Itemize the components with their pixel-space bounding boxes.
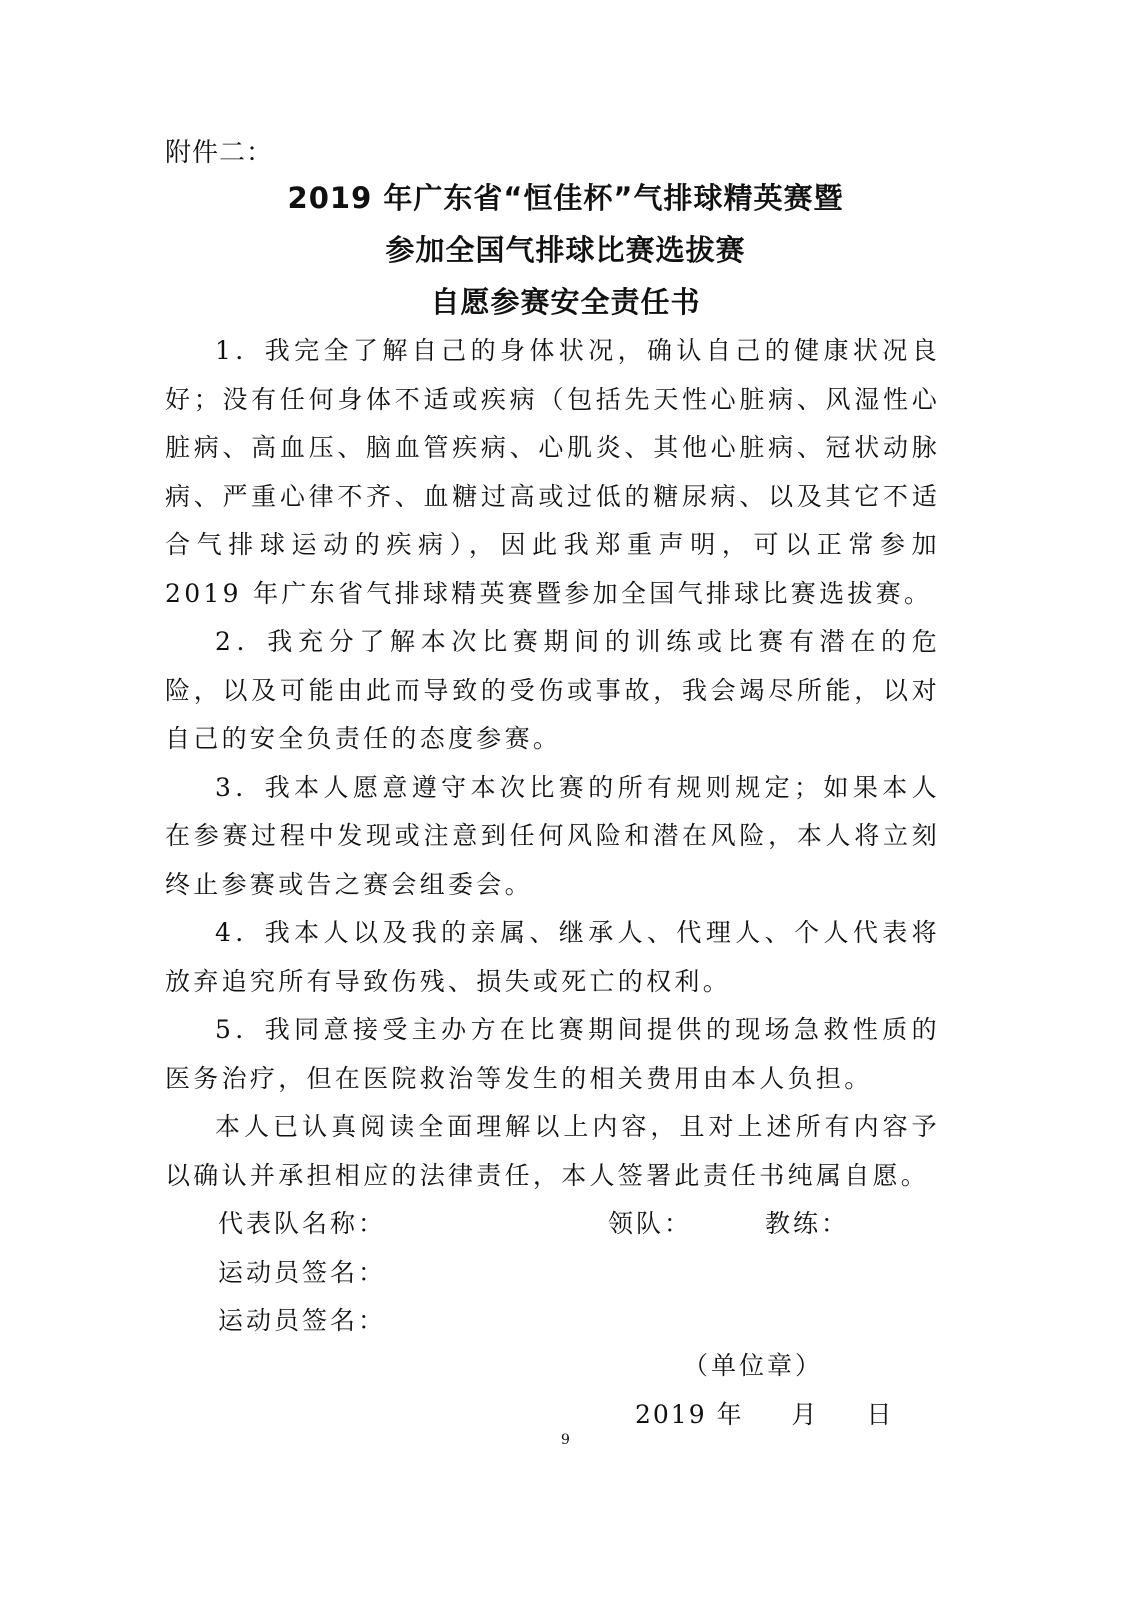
athlete-signature-row-2 — [165, 1297, 940, 1346]
document-body — [165, 327, 940, 1346]
date-day: 日 — [866, 1400, 894, 1429]
leader-label: 领队： — [608, 1209, 693, 1238]
title-line-1: 2019 年广东省“恒佳杯”气排球精英赛暨 — [287, 181, 844, 215]
athlete-signature-label: 运动员签名： — [218, 1306, 387, 1335]
clause-4: 4．我本人以及我的亲属、继承人、代理人、个人代表将放弃追究所有导致伤残、损失或死亡的权利。 — [165, 918, 940, 996]
team-signature-row — [165, 1200, 940, 1249]
clause-5: 5．我同意接受主办方在比赛期间提供的现场急救性质的医务治疗，但在医院救治等发生的相关费用由本人负担。 — [165, 1015, 940, 1093]
page-number: 9 — [561, 1432, 570, 1448]
clause-3: 3．我本人愿意遵守本次比赛的所有规则规定；如果本人在参赛过程中发现或注意到任何风险和潜在风险，本人将立刻终止参赛或告之赛会组委会。 — [165, 772, 940, 899]
athlete-signature-label: 运动员签名： — [218, 1257, 387, 1287]
unit-stamp-label: （单位章） — [683, 1351, 824, 1380]
date-month: 月 — [791, 1400, 819, 1429]
date-year: 2019 年 — [635, 1400, 744, 1429]
confirmation-paragraph: 本人已认真阅读全面理解以上内容，且对上述所有内容予以确认并承担相应的法律责任，本人签署此责任书纯属自愿。 — [165, 1112, 940, 1190]
title-line-3: 自愿参赛安全责任书 — [430, 285, 701, 319]
coach-label: 教练： — [765, 1209, 850, 1238]
clause-1: 1．我完全了解自己的身体状况，确认自己的健康状况良好；没有任何身体不适或疾病（包括先天性心脏病、风湿性心脏病、高血压、脑血管疾病、心肌炎、其他心脏病、冠状动脉病、严重心律不齐、血糖过高或过低的糖尿病、以及其它不适合气排球运动的疾病），因此我郑重声明，可以正常参加 2019 年广东省气排球精英赛暨参加全国气排球比赛选拔赛。 — [165, 336, 940, 608]
title-line-2: 参加全国气排球比赛选拔赛 — [385, 233, 746, 267]
clause-2: 2．我充分了解本次比赛期间的训练或比赛有潜在的危险，以及可能由此而导致的受伤或事故，我会竭尽所能，以对自己的安全负责任的态度参赛。 — [165, 627, 940, 753]
attachment-label: 附件二： — [165, 138, 274, 168]
signing-date — [635, 1395, 894, 1435]
document-title — [0, 172, 1131, 328]
team-name-label: 代表队名称： — [218, 1209, 387, 1238]
athlete-signature-row-1 — [165, 1249, 940, 1298]
